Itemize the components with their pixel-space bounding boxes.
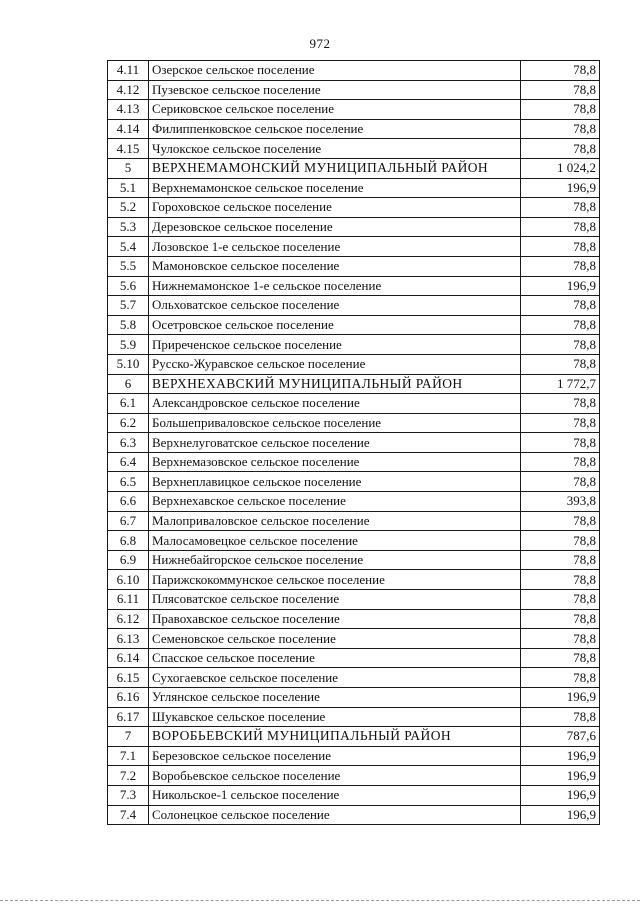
table-row — [108, 139, 600, 159]
allocation-value: 78,8 — [521, 198, 600, 218]
table-row — [108, 354, 600, 374]
settlement-name: Озерское сельское поселение — [149, 61, 521, 81]
settlement-name: Воробьевское сельское поселение — [149, 766, 521, 786]
allocation-value: 78,8 — [521, 648, 600, 668]
table-row — [108, 707, 600, 727]
allocation-value: 78,8 — [521, 394, 600, 414]
allocation-value: 78,8 — [521, 472, 600, 492]
settlement-name: Шукавское сельское поселение — [149, 707, 521, 727]
allocation-value: 78,8 — [521, 433, 600, 453]
row-number: 5.8 — [108, 315, 149, 335]
table-row — [108, 570, 600, 590]
table-row — [108, 178, 600, 198]
row-number: 5 — [108, 158, 149, 178]
row-number: 6.3 — [108, 433, 149, 453]
table-row — [108, 433, 600, 453]
row-number: 6.6 — [108, 492, 149, 512]
settlement-name: Нижнебайгорское сельское поселение — [149, 550, 521, 570]
district-name: ВЕРХНЕМАМОНСКИЙ МУНИЦИПАЛЬНЫЙ РАЙОН — [149, 158, 521, 178]
table-row — [108, 590, 600, 610]
table-row — [108, 550, 600, 570]
settlement-name: Сериковское сельское поселение — [149, 100, 521, 120]
row-number: 6.8 — [108, 531, 149, 551]
row-number: 5.5 — [108, 256, 149, 276]
settlement-name: Нижнемамонское 1-е сельское поселение — [149, 276, 521, 296]
allocation-value: 78,8 — [521, 296, 600, 316]
row-number: 6.12 — [108, 609, 149, 629]
settlement-name: Лозовское 1-е сельское поселение — [149, 237, 521, 257]
settlement-name: Дерезовское сельское поселение — [149, 217, 521, 237]
row-number: 4.13 — [108, 100, 149, 120]
table-row — [108, 80, 600, 100]
allocation-value: 196,9 — [521, 805, 600, 825]
table-row — [108, 100, 600, 120]
settlement-name: Сухогаевское сельское поселение — [149, 668, 521, 688]
row-number: 6.10 — [108, 570, 149, 590]
settlement-name: Чулокское сельское поселение — [149, 139, 521, 159]
settlement-name: Приреченское сельское поселение — [149, 335, 521, 355]
district-name: ВОРОБЬЕВСКИЙ МУНИЦИПАЛЬНЫЙ РАЙОН — [149, 727, 521, 747]
table-row — [108, 609, 600, 629]
table-row — [108, 688, 600, 708]
allocation-value: 78,8 — [521, 335, 600, 355]
settlement-name: Семеновское сельское поселение — [149, 629, 521, 649]
settlement-name: Углянское сельское поселение — [149, 688, 521, 708]
allocation-value: 78,8 — [521, 452, 600, 472]
table-row — [108, 394, 600, 414]
allocation-value: 78,8 — [521, 256, 600, 276]
table-row — [108, 413, 600, 433]
row-number: 6.14 — [108, 648, 149, 668]
table-row — [108, 198, 600, 218]
settlement-name: Мамоновское сельское поселение — [149, 256, 521, 276]
row-number: 6.17 — [108, 707, 149, 727]
allocation-value: 196,9 — [521, 746, 600, 766]
table-row — [108, 648, 600, 668]
settlement-name: Верхнемазовское сельское поселение — [149, 452, 521, 472]
table-row — [108, 276, 600, 296]
district-row — [108, 158, 600, 178]
allocation-value: 196,9 — [521, 688, 600, 708]
allocation-value: 787,6 — [521, 727, 600, 747]
allocation-value: 78,8 — [521, 354, 600, 374]
settlement-name: Осетровское сельское поселение — [149, 315, 521, 335]
table-row — [108, 217, 600, 237]
allocation-value: 78,8 — [521, 80, 600, 100]
settlement-name: Правохавское сельское поселение — [149, 609, 521, 629]
row-number: 7.2 — [108, 766, 149, 786]
row-number: 5.7 — [108, 296, 149, 316]
row-number: 5.3 — [108, 217, 149, 237]
allocation-value: 78,8 — [521, 217, 600, 237]
row-number: 6.16 — [108, 688, 149, 708]
allocation-value: 78,8 — [521, 668, 600, 688]
row-number: 6.15 — [108, 668, 149, 688]
table-row — [108, 531, 600, 551]
table-row — [108, 805, 600, 825]
row-number: 6.1 — [108, 394, 149, 414]
table-row — [108, 746, 600, 766]
settlement-name: Верхнеплавицкое сельское поселение — [149, 472, 521, 492]
table-row — [108, 256, 600, 276]
table-body — [108, 61, 600, 825]
row-number: 6.2 — [108, 413, 149, 433]
settlement-name: Спасское сельское поселение — [149, 648, 521, 668]
allocation-value: 78,8 — [521, 100, 600, 120]
settlement-name: Парижскокоммунское сельское поселение — [149, 570, 521, 590]
allocation-value: 196,9 — [521, 785, 600, 805]
row-number: 7.4 — [108, 805, 149, 825]
allocation-value: 78,8 — [521, 237, 600, 257]
row-number: 6.4 — [108, 452, 149, 472]
allocation-value: 78,8 — [521, 413, 600, 433]
row-number: 5.2 — [108, 198, 149, 218]
table-row — [108, 492, 600, 512]
row-number: 7.1 — [108, 746, 149, 766]
settlement-name: Пузевское сельское поселение — [149, 80, 521, 100]
allocation-value: 196,9 — [521, 276, 600, 296]
table-row — [108, 785, 600, 805]
row-number: 6.5 — [108, 472, 149, 492]
page-number: 972 — [309, 36, 331, 51]
row-number: 6.9 — [108, 550, 149, 570]
allocation-value: 393,8 — [521, 492, 600, 512]
row-number: 6.11 — [108, 590, 149, 610]
settlement-name: Александровское сельское поселение — [149, 394, 521, 414]
table-row — [108, 315, 600, 335]
scan-edge-divider — [0, 900, 640, 901]
row-number: 5.9 — [108, 335, 149, 355]
table-row — [108, 296, 600, 316]
table-row — [108, 61, 600, 81]
allocation-value: 78,8 — [521, 511, 600, 531]
table-row — [108, 668, 600, 688]
settlement-name: Малосамовецкое сельское поселение — [149, 531, 521, 551]
row-number: 6 — [108, 374, 149, 394]
row-number: 5.1 — [108, 178, 149, 198]
settlement-name: Верхнемамонское сельское поселение — [149, 178, 521, 198]
allocation-value: 196,9 — [521, 766, 600, 786]
allocation-table — [107, 60, 600, 825]
settlement-name: Верхнелуговатское сельское поселение — [149, 433, 521, 453]
allocation-value: 1 024,2 — [521, 158, 600, 178]
allocation-value: 78,8 — [521, 531, 600, 551]
district-row — [108, 727, 600, 747]
row-number: 4.14 — [108, 119, 149, 139]
settlement-name: Филиппенковское сельское поселение — [149, 119, 521, 139]
allocation-value: 78,8 — [521, 609, 600, 629]
allocation-value: 196,9 — [521, 178, 600, 198]
settlement-name: Никольское-1 сельское поселение — [149, 785, 521, 805]
row-number: 6.7 — [108, 511, 149, 531]
settlement-name: Солонецкое сельское поселение — [149, 805, 521, 825]
settlement-name: Гороховское сельское поселение — [149, 198, 521, 218]
table-row — [108, 335, 600, 355]
row-number: 7.3 — [108, 785, 149, 805]
row-number: 4.11 — [108, 61, 149, 81]
allocation-value: 1 772,7 — [521, 374, 600, 394]
settlement-name: Плясоватское сельское поселение — [149, 590, 521, 610]
settlement-name: Ольховатское сельское поселение — [149, 296, 521, 316]
allocation-value: 78,8 — [521, 139, 600, 159]
row-number: 4.15 — [108, 139, 149, 159]
allocation-value: 78,8 — [521, 707, 600, 727]
table-row — [108, 119, 600, 139]
district-row — [108, 374, 600, 394]
allocation-value: 78,8 — [521, 550, 600, 570]
table-row — [108, 452, 600, 472]
allocation-value: 78,8 — [521, 629, 600, 649]
table-row — [108, 237, 600, 257]
row-number: 5.6 — [108, 276, 149, 296]
allocation-value: 78,8 — [521, 119, 600, 139]
settlement-name: Верхнехавское сельское поселение — [149, 492, 521, 512]
row-number: 4.12 — [108, 80, 149, 100]
row-number: 7 — [108, 727, 149, 747]
table-row — [108, 766, 600, 786]
row-number: 5.10 — [108, 354, 149, 374]
settlement-name: Русско-Журавское сельское поселение — [149, 354, 521, 374]
table-row — [108, 511, 600, 531]
district-name: ВЕРХНЕХАВСКИЙ МУНИЦИПАЛЬНЫЙ РАЙОН — [149, 374, 521, 394]
settlement-name: Малоприваловское сельское поселение — [149, 511, 521, 531]
table-row — [108, 472, 600, 492]
allocation-value: 78,8 — [521, 315, 600, 335]
settlement-name: Большеприваловское сельское поселение — [149, 413, 521, 433]
row-number: 5.4 — [108, 237, 149, 257]
allocation-value: 78,8 — [521, 61, 600, 81]
settlement-name: Березовское сельское поселение — [149, 746, 521, 766]
allocation-value: 78,8 — [521, 590, 600, 610]
row-number: 6.13 — [108, 629, 149, 649]
table-row — [108, 629, 600, 649]
allocation-value: 78,8 — [521, 570, 600, 590]
